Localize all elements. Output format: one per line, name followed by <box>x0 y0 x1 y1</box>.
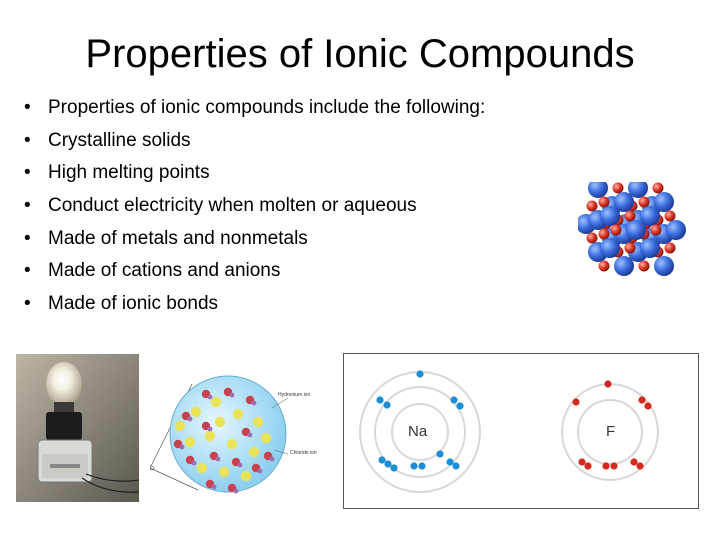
lattice-anion <box>654 256 674 276</box>
lattice-cation <box>653 183 664 194</box>
lattice-anion <box>614 256 634 276</box>
yellow-ion <box>261 433 271 443</box>
crystal-lattice-image <box>578 182 698 282</box>
yellow-ion <box>185 437 195 447</box>
lattice-anion <box>626 220 646 240</box>
bullet-item <box>24 92 485 125</box>
lattice-cation <box>625 211 636 222</box>
yellow-ion <box>233 409 243 419</box>
lattice-anion <box>600 206 620 226</box>
lattice-cation <box>587 233 598 244</box>
red-ion-atom-small <box>212 485 217 490</box>
sodium-electron <box>436 450 443 457</box>
lattice-cation <box>639 261 650 272</box>
lattice-cation <box>613 183 624 194</box>
yellow-ion <box>253 417 263 427</box>
red-ion-atom-small <box>252 401 257 406</box>
bullet-item <box>24 223 485 256</box>
bullet-marker: • <box>24 195 31 217</box>
lattice-cation <box>639 197 650 208</box>
bullet-text: Conduct electricity when molten or aqueous <box>48 195 417 217</box>
sodium-electron <box>416 370 423 377</box>
bullet-text: Made of metals and nonmetals <box>48 227 308 249</box>
red-ion-atom-small <box>208 395 213 400</box>
yellow-ion <box>197 463 207 473</box>
sodium-electron <box>446 458 453 465</box>
yellow-ion <box>205 431 215 441</box>
red-ion-atom-small <box>238 463 243 468</box>
yellow-ion <box>211 397 221 407</box>
ions-solution-diagram <box>150 372 340 502</box>
red-ion-atom-small <box>258 469 263 474</box>
na-electrons <box>376 370 463 471</box>
sodium-electron <box>376 396 383 403</box>
red-ion-atom-small <box>234 489 239 494</box>
yellow-ion <box>227 439 237 449</box>
bullet-item <box>24 157 485 190</box>
bullet-marker: • <box>24 162 31 184</box>
fluorine-label: F <box>606 423 616 440</box>
red-ion-atom-small <box>230 393 235 398</box>
red-ion-atom-small <box>270 457 275 462</box>
red-ion-atom-small <box>208 427 213 432</box>
fluorine-electron <box>610 462 617 469</box>
red-ion-atom-small <box>216 457 221 462</box>
bullet-item <box>24 255 485 288</box>
red-ion-atom-small <box>180 445 185 450</box>
bullet-item <box>24 190 485 223</box>
lattice-cation <box>599 229 610 240</box>
upper-ion-label: Hydronium ion <box>278 392 311 398</box>
lattice-cation <box>599 261 610 272</box>
fluorine-electron <box>602 462 609 469</box>
lattice-anion <box>588 182 608 198</box>
lower-ion-label: Chloride ion <box>290 450 317 456</box>
red-ion-atom-small <box>192 461 197 466</box>
lattice-cation <box>625 243 636 254</box>
bullet-marker: • <box>24 97 31 118</box>
bullet-text: Made of ionic bonds <box>48 293 219 315</box>
sodium-electron <box>384 460 391 467</box>
bullet-marker: • <box>24 227 31 249</box>
lattice-anion <box>600 238 620 258</box>
atom-diagram-panel <box>343 353 699 509</box>
sodium-label: Na <box>408 423 428 440</box>
lattice-cation <box>665 211 676 222</box>
fluorine-electron <box>572 398 579 405</box>
bullet-item <box>24 288 485 321</box>
yellow-ion <box>191 407 201 417</box>
bullet-marker: • <box>24 129 31 151</box>
yellow-ion <box>241 471 251 481</box>
sodium-electron <box>390 464 397 471</box>
sodium-electron <box>418 462 425 469</box>
lattice-cation <box>665 243 676 254</box>
sodium-electron <box>450 396 457 403</box>
sodium-electron <box>378 456 385 463</box>
bullet-text: Crystalline solids <box>48 129 191 151</box>
fluorine-electron <box>604 380 611 387</box>
fluorine-electron <box>638 396 645 403</box>
properties-list <box>24 92 485 321</box>
sodium-electron <box>410 462 417 469</box>
yellow-ion <box>175 421 185 431</box>
lattice-cation <box>599 197 610 208</box>
yellow-ion <box>219 467 229 477</box>
lattice-cation <box>611 225 622 236</box>
bullet-text: Made of cations and anions <box>48 260 281 282</box>
bullet-text: High melting points <box>48 162 210 184</box>
red-ion-atom-small <box>188 417 193 422</box>
bullet-item <box>24 125 485 158</box>
fluorine-electron <box>636 462 643 469</box>
lattice-anion <box>640 238 660 258</box>
fluorine-electron <box>578 458 585 465</box>
sodium-electron <box>383 401 390 408</box>
atom-shells-diagram <box>344 354 700 510</box>
fluorine-electron <box>630 458 637 465</box>
yellow-ion <box>215 417 225 427</box>
red-ion-atom-small <box>248 433 253 438</box>
yellow-ion <box>249 447 259 457</box>
sodium-electron <box>456 402 463 409</box>
bullet-marker: • <box>24 260 31 282</box>
slide-title: Properties of Ionic Compounds <box>85 32 635 76</box>
bullet-text: Properties of ionic compounds include the following: <box>48 97 486 118</box>
lattice-cation <box>587 201 598 212</box>
bullet-marker: • <box>24 293 31 315</box>
lattice-cation <box>651 225 662 236</box>
fluorine-electron <box>584 462 591 469</box>
sodium-electron <box>452 462 459 469</box>
lightbulb-apparatus-image <box>16 354 139 502</box>
fluorine-electron <box>644 402 651 409</box>
lattice-anion <box>666 220 686 240</box>
